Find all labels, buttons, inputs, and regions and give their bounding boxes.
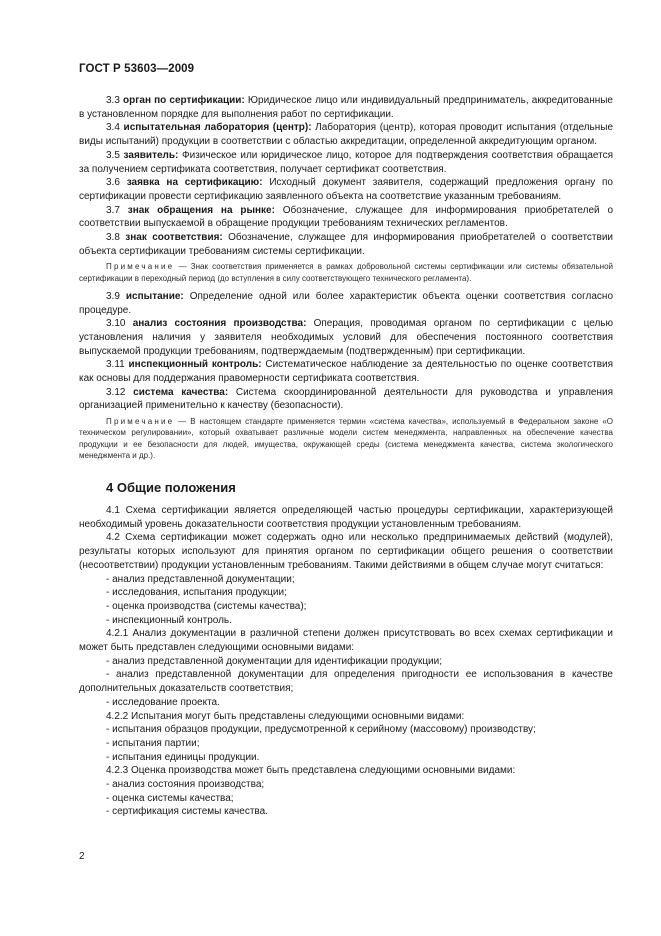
list-item: - анализ представленной документации; <box>106 573 295 585</box>
list-item: - анализ представленной документации для идентификации продукции; <box>106 655 442 667</box>
list-item: - сертификация системы качества. <box>106 806 268 818</box>
list-item: - испытания партии; <box>106 737 200 749</box>
note-1: Примечание — Знак соответствия применяется в рамках добровольной системы сертификации или системы обязательной сертификации в переходный период (до вступления в силу соответствующего технического регламента). <box>79 262 613 283</box>
definition-3-10: 3.10 анализ состояния производства: Операция, проводимая органом по сертификации с целью установления наличия у заявителя необходимых условий для обеспечения постоянного соответствия выпускаемой продукции требованиям, подтверждаемым (подтвержденным) при сертификации. <box>79 318 614 357</box>
clause-4-2-3: 4.2.3 Оценка производства может быть представлена следующими основными видами: <box>106 765 516 777</box>
definition-3-6: 3.6 заявка на сертификацию: Исходный документ заявителя, содержащий предложения органу по сертификации провести сертификацию заявленного объекта на соответствие указанным требованиям. <box>79 177 613 202</box>
clause-4-2: 4.2 Схема сертификации может содержать одно или несколько предпринимаемых действий (модулей), результаты которых используют для принятия органом по сертификации общего решения о соответствии (несоответствии) продукции установленным требованиям. Такими действиями в общем случае могут считаться: <box>79 532 613 571</box>
definition-3-5: 3.5 заявитель: Физическое или юридическое лицо, которое для подтверждения соответствия обращается за получением сертификата соответствия, получает сертификат соответствия. <box>79 149 614 175</box>
list-item: - инспекционный контроль. <box>106 614 232 626</box>
definition-3-12: 3.12 система качества: Система скоординированной деятельности для руководства и управления организацией применительно к качеству (безопасности). <box>79 386 613 412</box>
document-body <box>79 94 613 819</box>
list-item: - анализ состояния производства; <box>106 779 265 791</box>
list-item: - анализ представленной документации для определения пригодности ее использования в качестве дополнительных доказательств соответствия; <box>79 669 613 695</box>
list-item: - исследование проекта. <box>106 696 220 708</box>
definition-3-8: 3.8 знак соответствия: Обозначение, служащее для информирования приобретателей о соответствии объекта сертификации требованиям системы сертификации. <box>79 232 613 257</box>
clause-4-2-2: 4.2.2 Испытания могут быть представлены следующими основными видами: <box>106 710 465 722</box>
definition-3-3: 3.3 орган по сертификации: Юридическое лицо или индивидуальный предприниматель, аккредитованные в установленном порядке для выполнения работ по сертификации. <box>79 95 613 120</box>
page-number: 2 <box>79 851 85 862</box>
definition-3-11: 3.11 инспекционный контроль: Систематическое наблюдение за деятельностью по оценке соответствия как основы для поддержания правомерности сертификата соответствия. <box>79 359 614 385</box>
document-header: ГОСТ Р 53603—2009 <box>79 63 195 75</box>
definition-3-7: 3.7 знак обращения на рынке: Обозначение, служащее для информирования приобретателей о соответствии выпускаемой в обращение продукции требованиям технических регламентов. <box>79 204 614 230</box>
list-item: - исследования, испытания продукции; <box>106 587 287 599</box>
list-item: - оценка системы качества; <box>106 792 234 804</box>
clause-4-2-1: 4.2.1 Анализ документации в различной степени должен присутствовать во всех схемах сертификации и может быть представлен следующими основными видами: <box>79 628 613 654</box>
definition-3-4: 3.4 испытательная лаборатория (центр): Лаборатория (центр), которая проводит испытания (отдельные виды испытаний) продукции в соответствии с областью аккредитации, определенной аккредитующим органом. <box>79 122 614 148</box>
section-4-title: 4 Общие положения <box>106 479 236 495</box>
clause-4-1: 4.1 Схема сертификации является определяющей частью процедуры сертификации, характеризующей необходимый уровень доказательности соответствия продукции установленным требованиям. <box>79 504 613 530</box>
list-item: - оценка производства (системы качества); <box>106 600 307 612</box>
list-item: - испытания образцов продукции, предусмотренной к серийному (массовому) производству; <box>106 724 536 736</box>
list-item: - испытания единицы продукции. <box>106 751 260 763</box>
definition-3-9: 3.9 испытание: Определение одной или более характеристик объекта оценки соответствия согласно процедуре. <box>79 290 613 316</box>
note-2: Примечание — В настоящем стандарте применяется термин «система качества», используемый в Федеральном законе «О техническом регулировании», который охватывает различные модели систем менеджмента, направленных на обеспечение качества продукции и ее безопасности для людей, имущества, окружающей среды (система менеджмента качества, система экологического менеджмента и др.). <box>79 417 613 460</box>
